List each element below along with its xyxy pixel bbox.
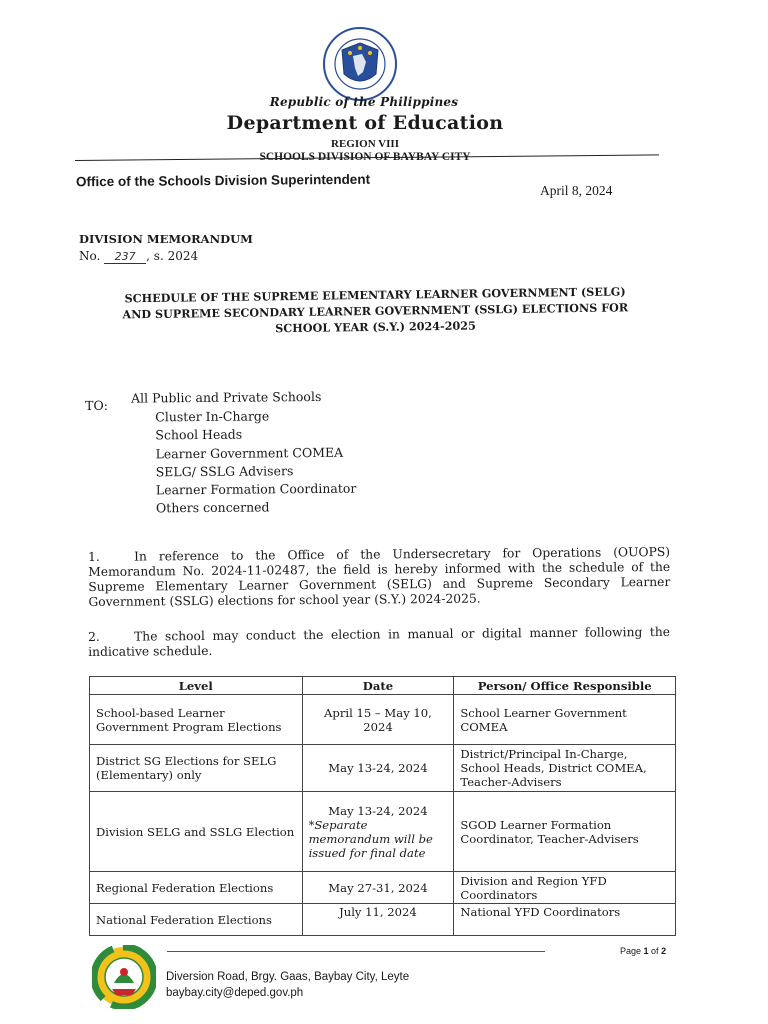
subject-line: SCHEDULE OF THE SUPREME ELEMENTARY LEARNER GOVERNMENT (SELG) [124,284,626,306]
subject-line: SCHOOL YEAR (S.Y.) 2024-2025 [275,318,476,336]
cell-date: April 15 – May 10, 2024 [302,695,454,745]
page-number [620,946,666,956]
recipient-item: Cluster In-Charge [155,408,270,425]
column-header-person: Person/ Office Responsible [454,677,676,695]
table-header-row [90,677,676,695]
office-name: Office of the Schools Division Superintendent [75,171,371,190]
cell-date-note: *Separate memorandum will be issued for final date [308,817,433,860]
paragraph-text: The school may conduct the election in manual or digital manner following the indicative schedule. [88,624,671,659]
recipient-item: School Heads [155,426,243,443]
table-row [90,872,676,904]
footer-email: baybay.city@deped.gov.ph [166,987,304,999]
cell-date: May 27-31, 2024 [302,872,454,904]
cell-level: National Federation Elections [90,904,303,936]
recipient-list [155,407,356,519]
memo-number-value: 237 [104,250,146,264]
footer-divider [167,951,545,952]
cell-date: May 13-24, 2024 [302,745,454,792]
header-republic: Republic of the Philippines [269,95,459,109]
cell-date-value: May 13-24, 2024 [328,803,428,818]
cell-person: District/Principal In-Charge, School Heads, District COMEA, Teacher-Advisers [454,745,676,792]
recipient-item: Learner Government COMEA [155,444,344,461]
table-row [90,745,676,792]
page-of: of [648,946,662,956]
recipient-item: Others concerned [155,499,270,516]
memo-subject [80,283,671,339]
paragraph-number: 1. [88,549,100,564]
table-row [90,904,676,936]
page-label: Page [620,946,644,956]
cell-date: July 11, 2024 [302,904,454,936]
deped-seal-icon [322,26,398,102]
recipient-item: All Public and Private Schools [130,388,322,406]
cell-date [302,792,454,872]
memo-number-label: No. [79,249,101,263]
table-row [90,792,676,872]
column-header-level: Level [90,677,303,695]
memo-number [79,249,198,264]
cell-level: Division SELG and SSLG Election [90,792,303,872]
recipient-item: SELG/ SSLG Advisers [155,463,294,480]
footer-address: Diversion Road, Brgy. Gaas, Baybay City, Leyte [166,971,410,983]
header-department: Department of Education [226,112,504,134]
header-region: REGION VIII [331,138,399,150]
subject-line: AND SUPREME SECONDARY LEARNER GOVERNMENT (SSLG) ELECTIONS FOR [122,300,629,322]
to-label: TO: [85,397,108,413]
cell-level: School-based Learner Government Program Elections [90,695,303,745]
page-current: 1 [643,946,649,956]
cell-level: Regional Federation Elections [90,872,303,904]
cell-person: Division and Region YFD Coordinators [454,872,676,904]
memo-title: DIVISION MEMORANDUM [79,232,253,246]
paragraph-2 [88,625,670,660]
memo-date: April 8, 2024 [540,183,613,198]
cell-person: School Learner Government COMEA [454,695,676,745]
column-header-date: Date [302,677,454,695]
paragraph-text: In reference to the Office of the Undersecretary for Operations (OUOPS) Memorandum No. 2024-11-02487, the field is hereby informed with the schedule of the Supreme Elementary Learner Government (SELG) and Supreme Secondary Learner Government (SSLG) elections for school year (S.Y.) 2024-2025. [88,544,671,609]
page-total: 2 [661,946,667,956]
recipient-item: Learner Formation Coordinator [155,480,357,498]
header-division: SCHOOLS DIVISION OF BAYBAY CITY [259,151,471,163]
cell-person: National YFD Coordinators [454,904,676,936]
cell-level: District SG Elections for SELG (Elementary) only [90,745,303,792]
paragraph-number: 2. [88,629,100,644]
baybay-division-logo-icon [92,945,156,1009]
table-row [90,695,676,745]
cell-person: SGOD Learner Formation Coordinator, Teacher-Advisers [454,792,676,872]
memo-series: , s. 2024 [146,249,199,263]
paragraph-1 [88,545,671,610]
footer-contact [166,969,409,1001]
election-schedule-table [89,676,676,936]
